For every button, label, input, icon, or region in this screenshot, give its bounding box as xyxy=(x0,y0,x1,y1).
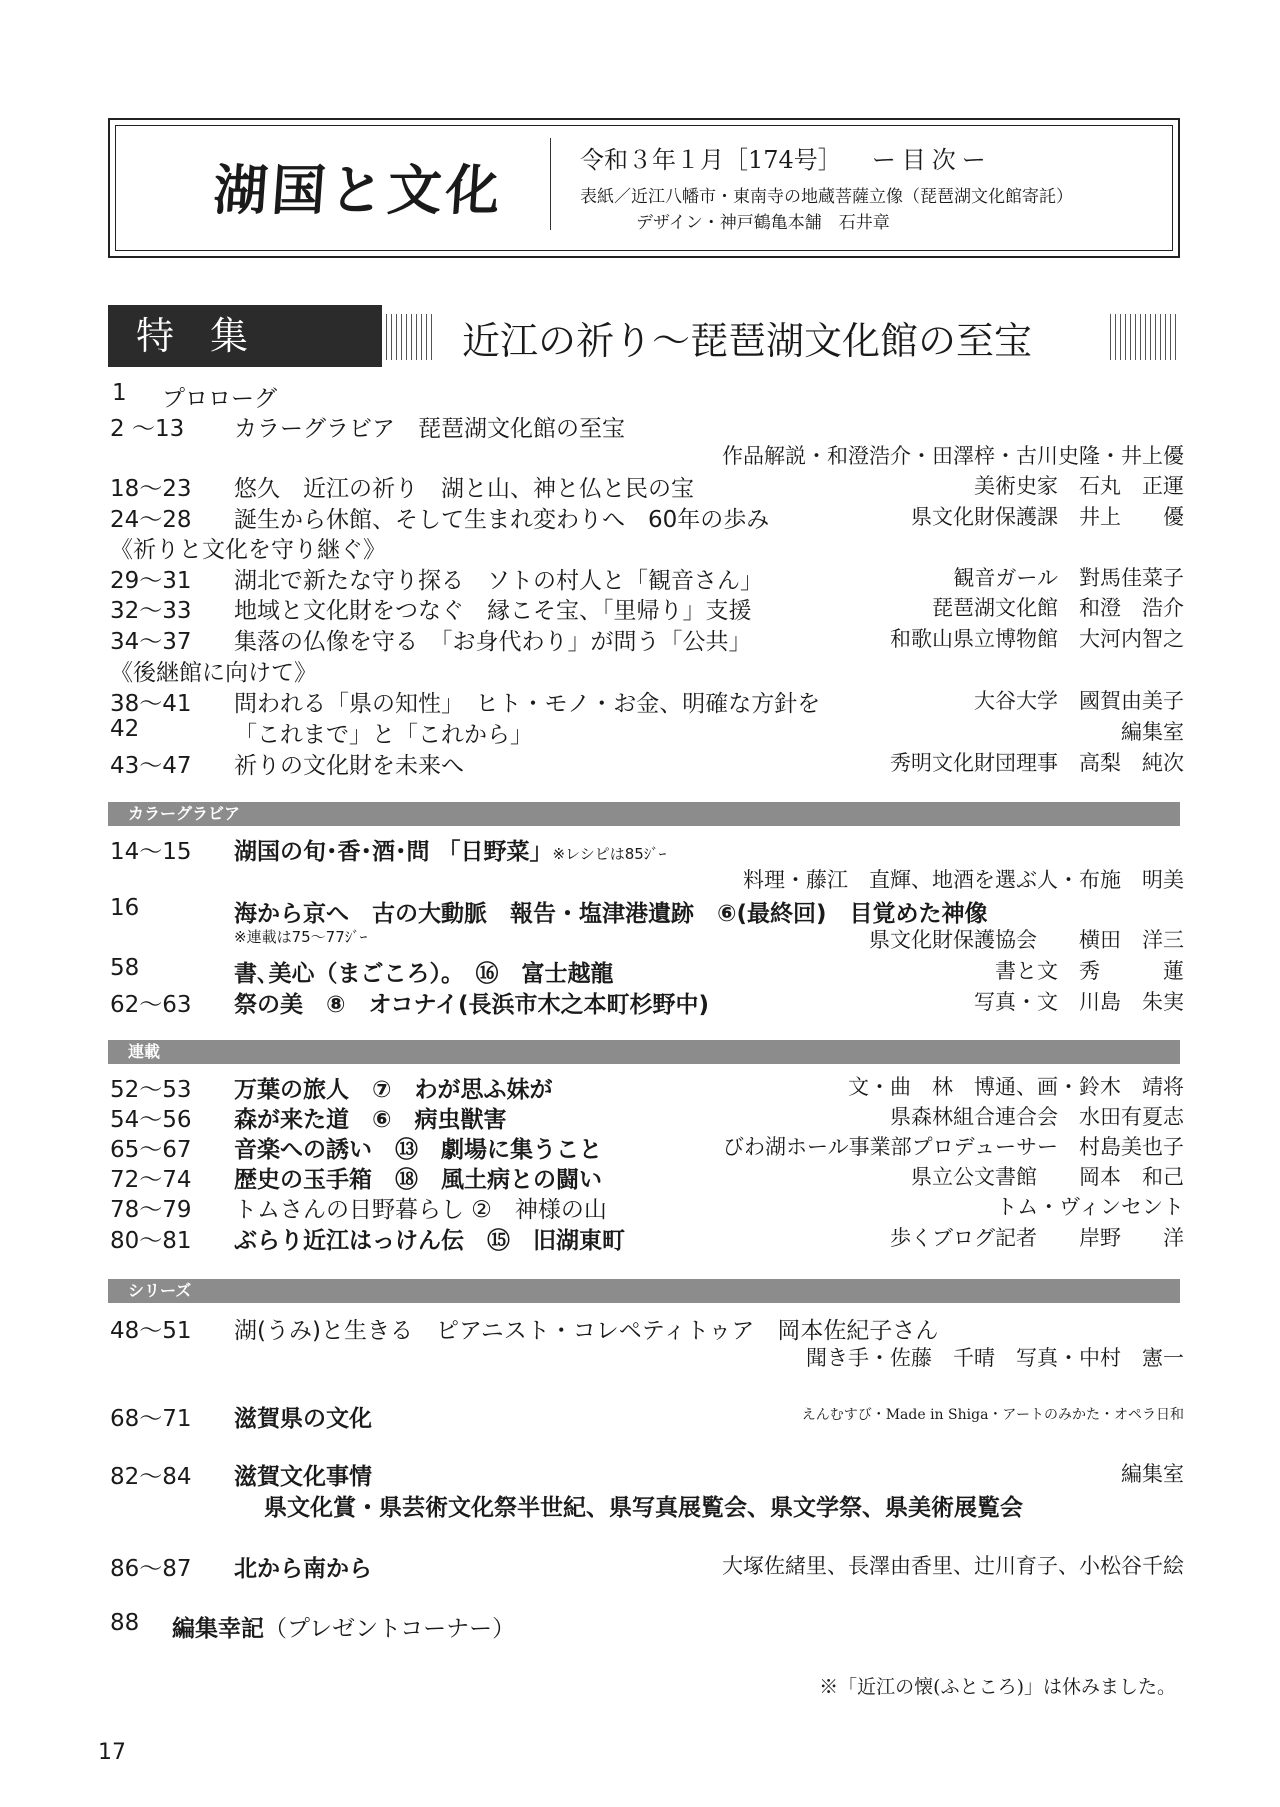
subheading-text: 《後継館に向けて》 xyxy=(110,660,317,686)
toc-author: 書と文 秀 蓮 xyxy=(995,959,1184,983)
toc-author: 県森林組合連合会 水田有夏志 xyxy=(890,1105,1184,1129)
subheading-text: 《祈りと文化を守り継ぐ》 xyxy=(110,537,386,563)
cover-credit: 表紙／近江八幡市・東南寺の地蔵菩薩立像（琵琶湖文化館寄託） xyxy=(580,187,1073,207)
toc-title xyxy=(234,833,666,866)
toc-title: プロローグ xyxy=(162,386,277,412)
toc-title: 祭の美 ⑧ オコナイ(長浜市木之本町杉野中) xyxy=(234,992,709,1018)
toc-title: ぶらり近江はっけん伝 ⑮ 旧湖東町 xyxy=(234,1228,625,1254)
toc-author: 写真・文 川島 朱実 xyxy=(974,990,1184,1014)
toc-pages: 38～41 xyxy=(110,691,192,717)
toc-title: 海から京へ 古の大動脈 報告・塩津港遺跡 ⑥(最終回) 目覚めた神像 xyxy=(234,901,988,927)
toc-author: えんむすび・Made in Shiga・アートのみかた・オペラ日和 xyxy=(801,1407,1184,1423)
footnote: ※「近江の懐(ふところ)」は休みました。 xyxy=(819,1676,1176,1698)
toc-pages: 14～15 xyxy=(110,839,192,865)
feature-hatch-right xyxy=(1110,314,1180,360)
section-bar-color-gravure: カラーグラビア xyxy=(108,802,1180,826)
toc-author: 歩くブログ記者 岸野 洋 xyxy=(890,1226,1184,1250)
toc-pages: 29～31 xyxy=(110,568,192,594)
toc-author: トム・ヴィンセント xyxy=(996,1195,1184,1219)
editorial-note: （プレゼントコーナー） xyxy=(264,1616,516,1642)
toc-author: 料理・藤江 直輝、地酒を選ぶ人・布施 明美 xyxy=(743,868,1184,892)
section-bar-series: シリーズ xyxy=(108,1279,1180,1303)
toc-title: 滋賀県の文化 xyxy=(234,1406,372,1432)
toc-pages: 65～67 xyxy=(110,1137,192,1163)
toc-title: 誕生から休館、そして生まれ変わりへ 60年の歩み xyxy=(234,507,770,533)
issue-number: 令和３年１月［174号］ xyxy=(580,146,842,174)
toc-pages: 88 xyxy=(110,1610,140,1636)
toc-title: 歴史の玉手箱 ⑱ 風土病との闘い xyxy=(234,1167,602,1193)
toc-title: トムさんの日野暮らし ② 神様の山 xyxy=(234,1197,607,1223)
toc-title: 森が来た道 ⑥ 病虫獣害 xyxy=(234,1107,507,1133)
design-credit: デザイン・神戸鶴亀本舗 石井章 xyxy=(636,213,890,233)
toc-pages: 82～84 xyxy=(110,1464,192,1490)
toc-title xyxy=(172,1610,515,1643)
toc-pages: 72～74 xyxy=(110,1167,192,1193)
toc-pages: 1 xyxy=(112,380,127,406)
toc-title: カラーグラビア 琵琶湖文化館の至宝 xyxy=(234,416,625,442)
masthead-box xyxy=(108,118,1180,258)
toc-author: 作品解説・和澄浩介・田澤梓・古川史隆・井上優 xyxy=(722,444,1184,468)
toc-pages: 68～71 xyxy=(110,1406,192,1432)
toc-pages: 62～63 xyxy=(110,992,192,1018)
toc-pages: 18～23 xyxy=(110,476,192,502)
toc-label: ー目次ー xyxy=(871,146,992,174)
toc-pages: 54～56 xyxy=(110,1107,192,1133)
toc-pages: 86～87 xyxy=(110,1556,192,1582)
toc-pages: 24～28 xyxy=(110,507,192,533)
toc-title: 悠久 近江の祈り 湖と山、神と仏と民の宝 xyxy=(234,476,694,502)
toc-title: 「これまで」と「これから」 xyxy=(234,722,533,748)
toc-pages: 43～47 xyxy=(110,753,192,779)
toc-author: 編集室 xyxy=(1121,1462,1184,1486)
toc-author: 大谷大学 國賀由美子 xyxy=(974,689,1184,713)
toc-title: 集落の仏像を守る 「お身代わり」が問う「公共」 xyxy=(234,629,752,655)
toc-author: 県文化財保護課 井上 優 xyxy=(911,505,1184,529)
toc-author: 琵琶湖文化館 和澄 浩介 xyxy=(932,596,1184,620)
toc-pages: 80～81 xyxy=(110,1228,192,1254)
feature-title: 近江の祈り～琵琶湖文化館の至宝 xyxy=(462,319,1033,363)
toc-author: 県文化財保護協会 横田 洋三 xyxy=(869,928,1184,952)
toc-title: 書､美心（まごころ）。 ⑯ 富士越龍 xyxy=(234,961,614,987)
section-bar-serial: 連載 xyxy=(108,1040,1180,1064)
toc-pages: 32～33 xyxy=(110,598,192,624)
toc-title: 音楽への誘い ⑬ 劇場に集うこと xyxy=(234,1137,602,1163)
toc-author: 聞き手・佐藤 千晴 写真・中村 憲一 xyxy=(806,1346,1184,1370)
toc-pages: 58 xyxy=(110,955,140,981)
toc-pages: 78～79 xyxy=(110,1197,192,1223)
toc-title: 万葉の旅人 ⑦ わが思ふ妹が xyxy=(234,1077,553,1103)
toc-subtitle: 県文化賞・県芸術文化祭半世紀、県写真展覧会、県文学祭、県美術展覧会 xyxy=(264,1495,1023,1521)
masthead-divider xyxy=(550,138,551,230)
toc-pages: 2 ～13 xyxy=(110,416,185,442)
toc-title: 祈りの文化財を未来へ xyxy=(234,753,464,779)
toc-author: 観音ガール 對馬佳菜子 xyxy=(953,566,1184,590)
toc-pages: 34～37 xyxy=(110,629,192,655)
toc-author: びわ湖ホール事業部プロデューサー 村島美也子 xyxy=(723,1135,1184,1159)
toc-title: 北から南から xyxy=(234,1556,372,1582)
toc-author: 文・曲 林 博通、画・鈴木 靖将 xyxy=(848,1075,1184,1099)
feature-label: 特集 xyxy=(108,305,382,367)
journal-title: 湖国と文化 xyxy=(211,158,506,222)
toc-author: 和歌山県立博物館 大河内智之 xyxy=(890,627,1184,651)
toc-pages: 16 xyxy=(110,895,140,921)
toc-pages: 52～53 xyxy=(110,1077,192,1103)
issue-line xyxy=(580,140,992,175)
toc-note: ※連載は75～77ｼﾞｰ xyxy=(234,928,368,946)
editorial-title: 編集幸記 xyxy=(172,1616,264,1642)
toc-title: 湖(うみ)と生きる ピアニスト・コレペティトゥア 岡本佐紀子さん xyxy=(234,1318,939,1344)
feature-hatch-left xyxy=(386,314,434,360)
toc-pages: 42 xyxy=(110,716,140,742)
toc-title: 湖北で新たな守り探る ソトの村人と「観音さん」 xyxy=(234,568,763,594)
toc-title: 地域と文化財をつなぐ 縁こそ宝、「里帰り」支援 xyxy=(234,598,752,624)
toc-author: 秀明文化財団理事 高梨 純次 xyxy=(890,751,1184,775)
toc-author: 大塚佐緒里、長澤由香里、辻川育子、小松谷千絵 xyxy=(722,1554,1184,1578)
toc-pages: 48～51 xyxy=(110,1318,192,1344)
toc-title: 滋賀文化事情 xyxy=(234,1464,372,1490)
toc-note: ※レシピは85ｼﾞｰ xyxy=(552,845,667,863)
toc-author: 県立公文書館 岡本 和己 xyxy=(911,1165,1184,1189)
toc-title-text: 湖国の旬･香･酒･問 「日野菜」 xyxy=(234,839,553,865)
toc-title: 問われる「県の知性」 ヒト・モノ・お金、明確な方針を xyxy=(234,691,821,717)
toc-author: 美術史家 石丸 正運 xyxy=(974,474,1184,498)
page-number: 17 xyxy=(98,1740,126,1765)
toc-author: 編集室 xyxy=(1121,720,1184,744)
